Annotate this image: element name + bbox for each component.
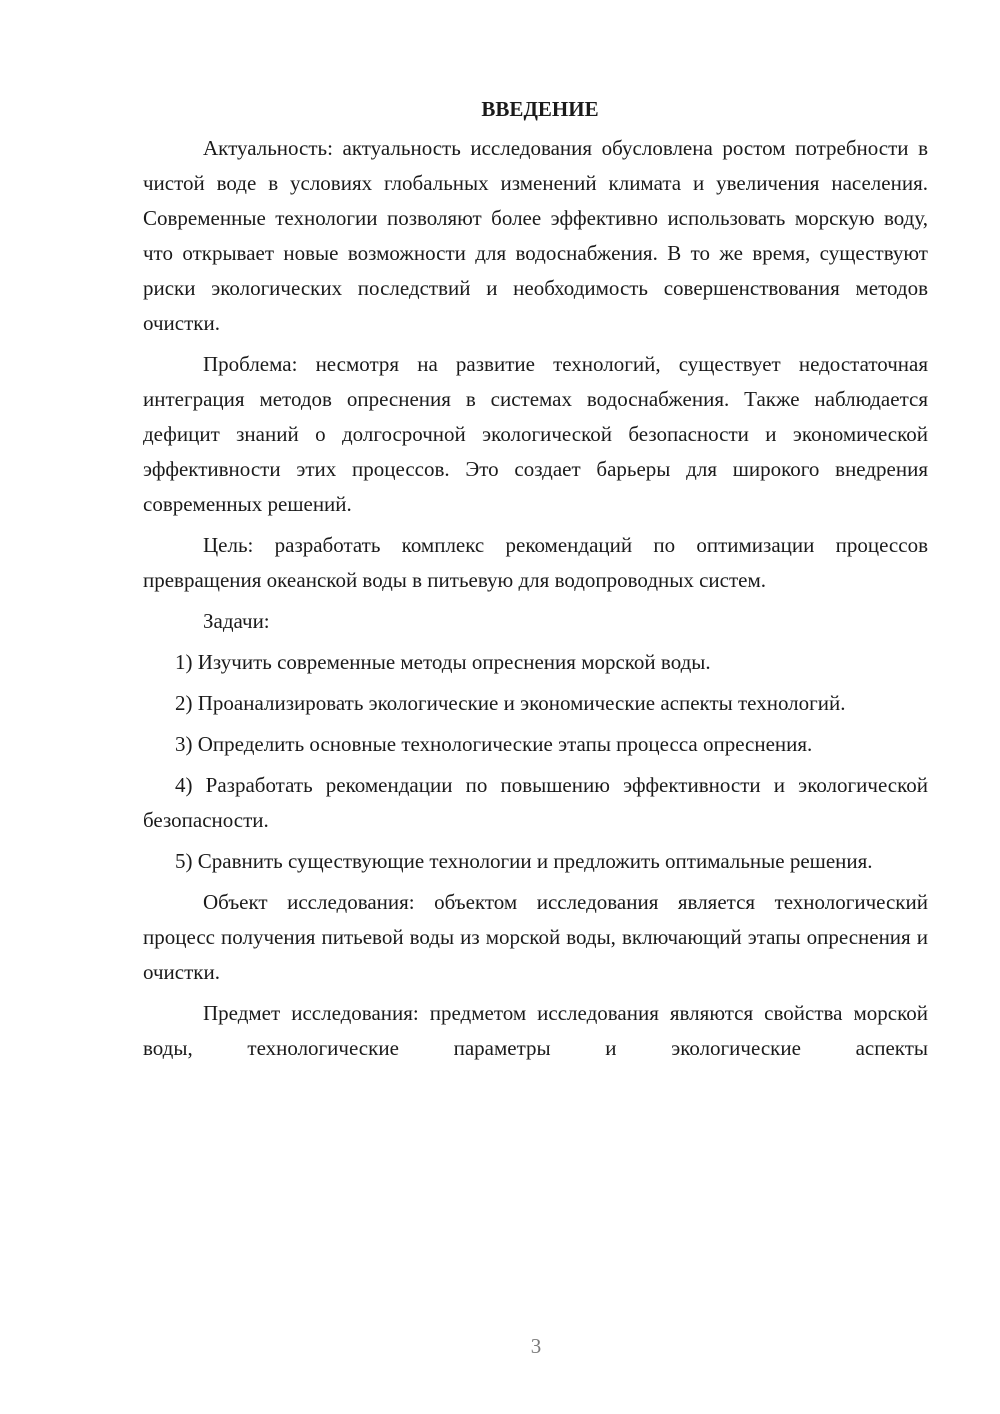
section-heading: ВВЕДЕНИЕ: [481, 97, 599, 121]
paragraph-object: Объект исследования: объектом исследования является технологический процесс получения питьевой воды из морской воды, включающий этапы опреснения и очистки.: [143, 890, 928, 984]
paragraph-goal: Цель: разработать комплекс рекомендаций по оптимизации процессов превращения океанской воды в питьевую для водопроводных систем.: [143, 533, 928, 592]
task-item-2: 2) Проанализировать экологические и экономические аспекты технологий.: [175, 691, 846, 715]
paragraph-relevance: Актуальность: актуальность исследования обусловлена ростом потребности в чистой воде в условиях глобальных изменений климата и увеличения населения. Современные технологии позволяют более эффективно использовать морскую воду, что открывает новые возможности для водоснабжения. В то же время, существуют риски экологических последствий и необходимость совершенствования методов очистки.: [143, 136, 928, 335]
paragraph-subject: Предмет исследования: предметом исследования являются свойства морской воды, технологические параметры и экологические аспекты: [143, 1001, 928, 1060]
task-item-5: 5) Сравнить существующие технологии и предложить оптимальные решения.: [175, 849, 873, 873]
task-item-1: 1) Изучить современные методы опреснения морской воды.: [175, 650, 711, 674]
task-item-4: 4) Разработать рекомендации по повышению эффективности и экологической безопасности.: [143, 773, 928, 832]
page-number: 3: [530, 1334, 542, 1358]
task-item-3: 3) Определить основные технологические этапы процесса опреснения.: [175, 732, 813, 756]
paragraph-tasks-label: Задачи:: [203, 609, 270, 633]
paragraph-problem: Проблема: несмотря на развитие технологий, существует недостаточная интеграция методов опреснения в системах водоснабжения. Также наблюдается дефицит знаний о долгосрочной экологической безопасности и экономической эффективности этих процессов. Это создает барьеры для широкого внедрения современных решений.: [143, 352, 928, 516]
document-page: [143, 92, 928, 1072]
